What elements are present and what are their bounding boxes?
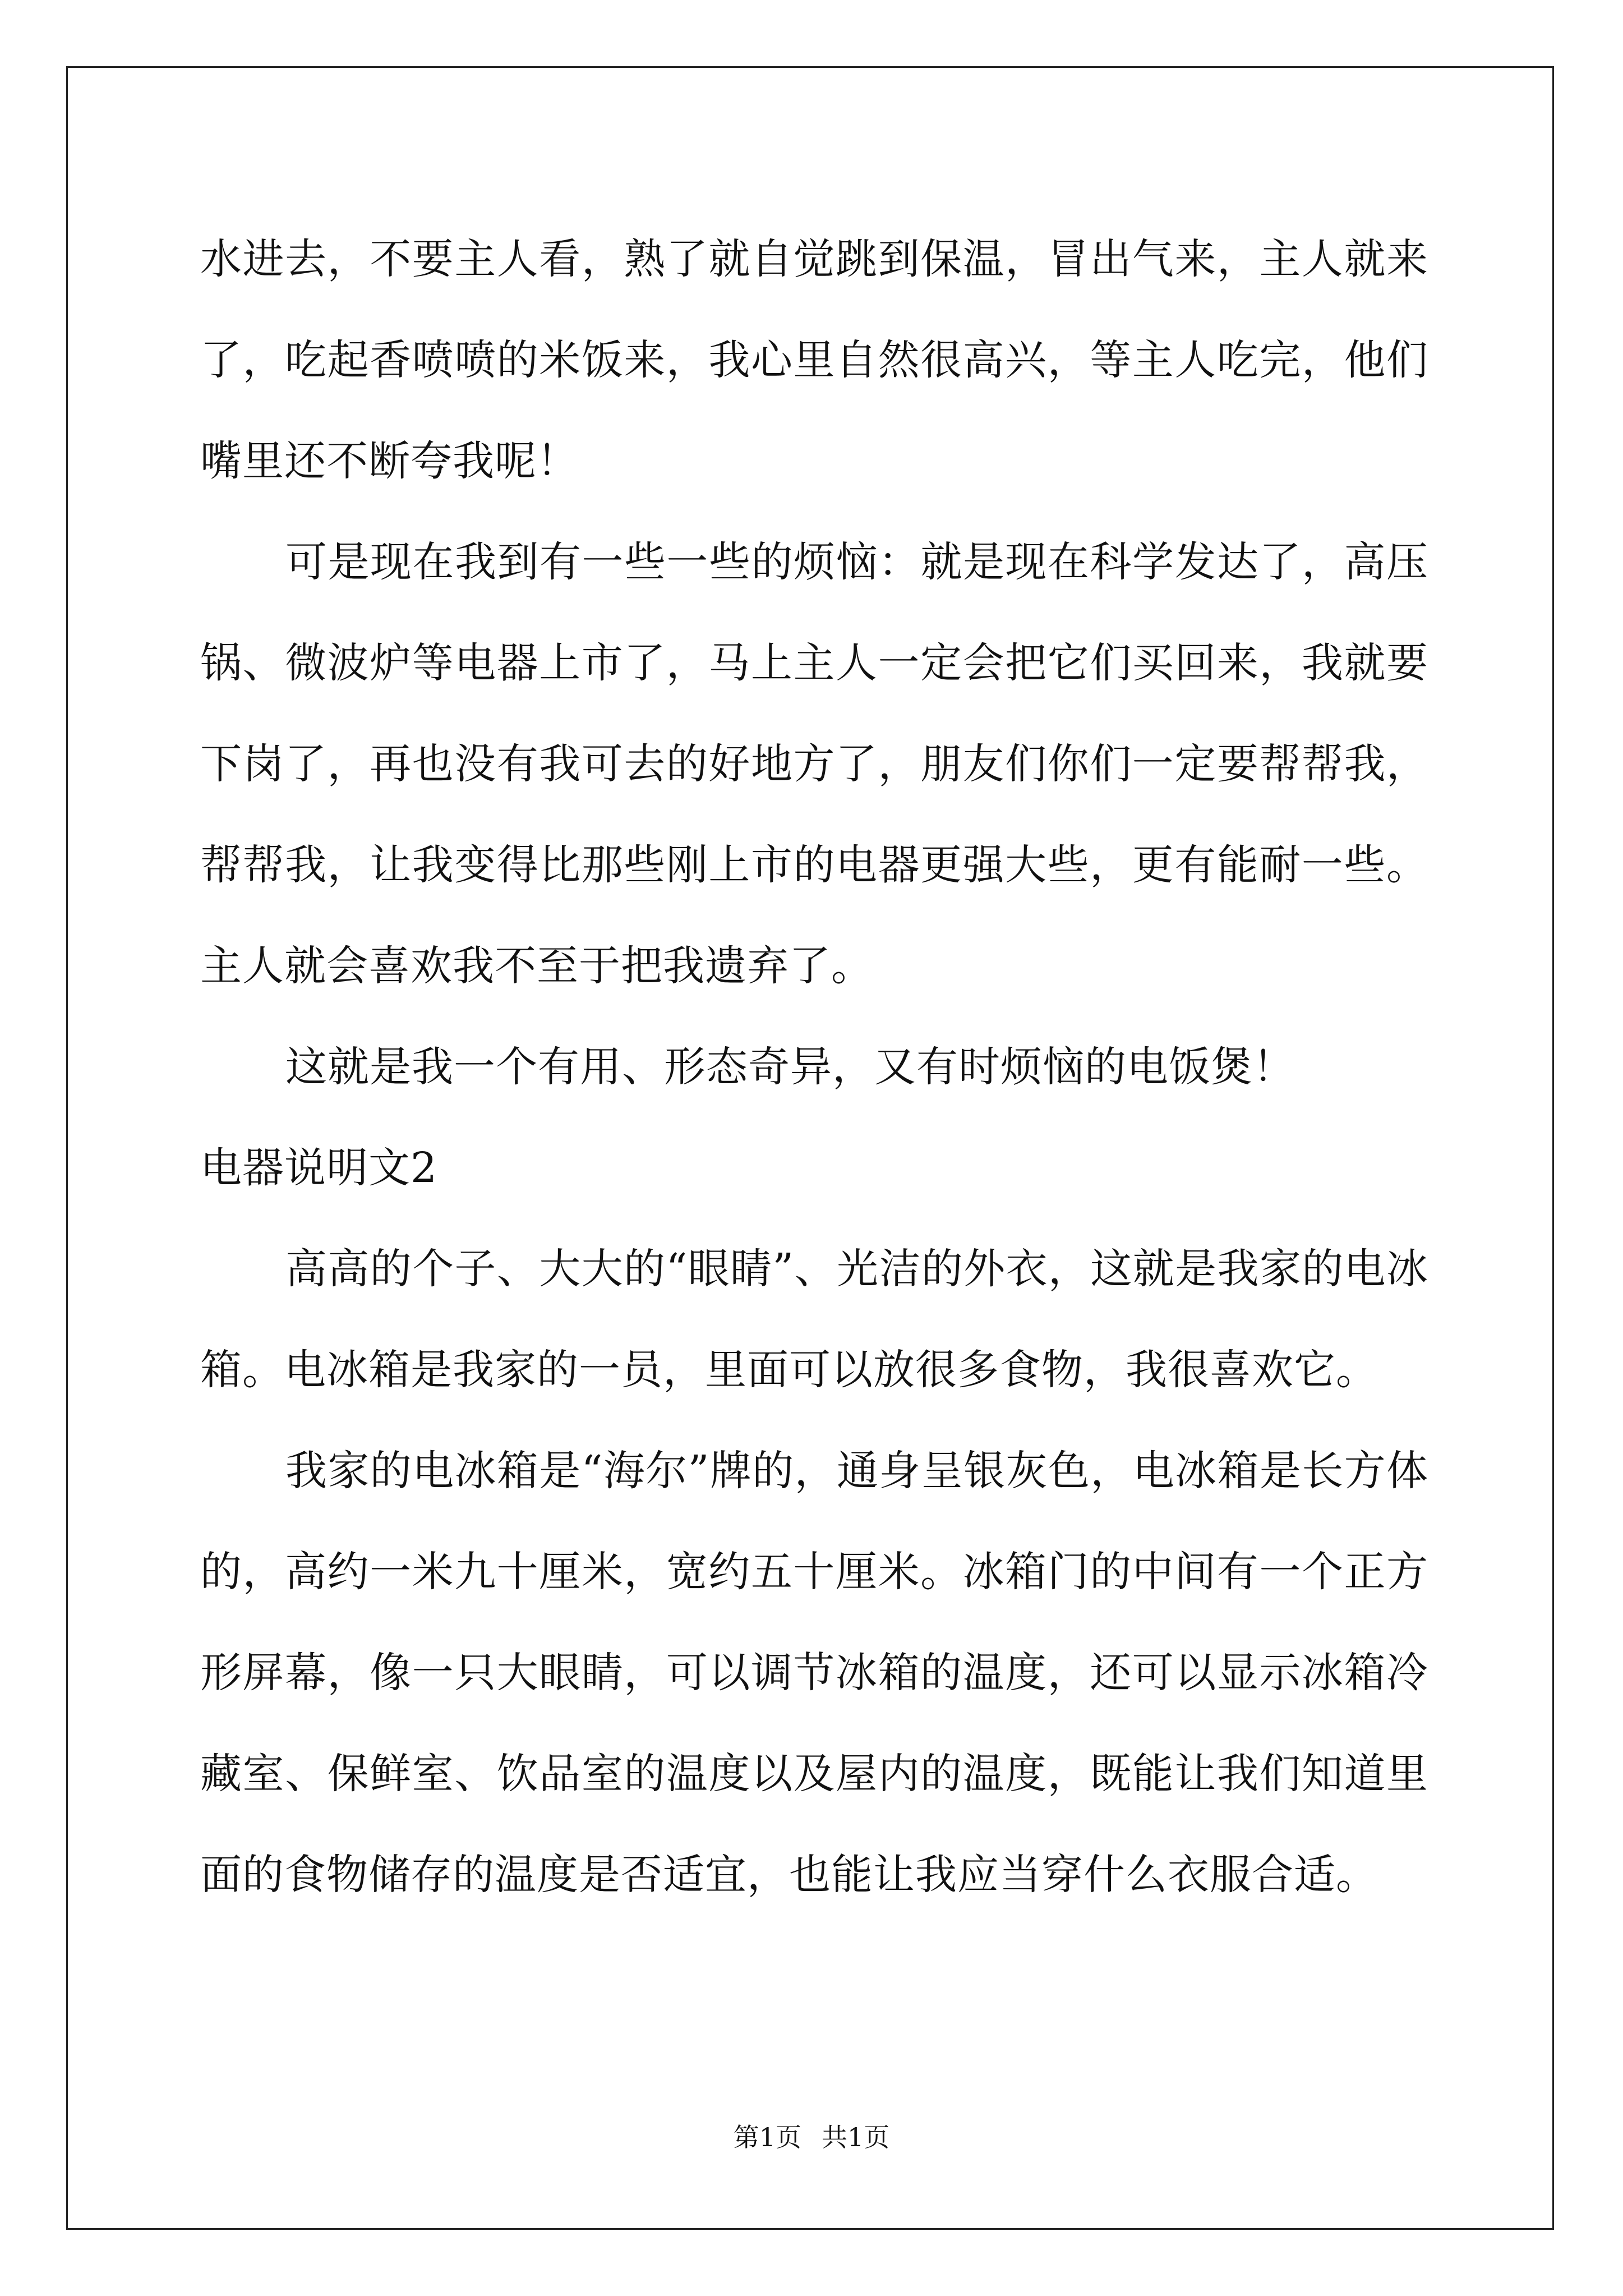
paragraph-3: 这就是我一个有用、形态奇异，又有时烦恼的电饭煲！ <box>285 1043 1295 1091</box>
section-heading: 电器说明文2 <box>200 1144 438 1192</box>
page-footer <box>0 2120 1623 2154</box>
total-pages: 共1页 <box>822 2122 890 2152</box>
paragraph-2: 可是现在我到有一些一些的烦恼：就是现在科学发达了，高压锅、微波炉等电器上市了，马上主人一定会把它们买回来，我就要下岗了，再也没有我可去的好地方了，朋友们你们一定要帮帮我，帮帮我，让我变得比那些刚上市的电器更强大些，更有能耐一些。主人就会喜欢我不至于把我遗弃了。 <box>200 538 1428 990</box>
paragraph-5: 我家的电冰箱是“海尔”牌的，通身呈银灰色，电冰箱是长方体的，高约一米九十厘米，宽约五十厘米。冰箱门的中间有一个正方形屏幕，像一只大眼睛，可以调节冰箱的温度，还可以显示冰箱冷藏室、保鲜室、饮品室的温度以及屋内的温度，既能让我们知道里面的食物储存的温度是否适宜，也能让我应当穿什么衣服合适。 <box>200 1447 1428 1899</box>
paragraph-1: 水进去，不要主人看，熟了就自觉跳到保温，冒出气来，主人就来了，吃起香喷喷的米饭来，我心里自然很高兴，等主人吃完，他们嘴里还不断夸我呢！ <box>200 235 1428 485</box>
page-number: 第1页 <box>733 2122 801 2152</box>
paragraph-4: 高高的个子、大大的“眼睛”、光洁的外衣，这就是我家的电冰箱。电冰箱是我家的一员，里面可以放很多食物，我很喜欢它。 <box>200 1245 1428 1394</box>
document-body <box>200 209 1428 1925</box>
